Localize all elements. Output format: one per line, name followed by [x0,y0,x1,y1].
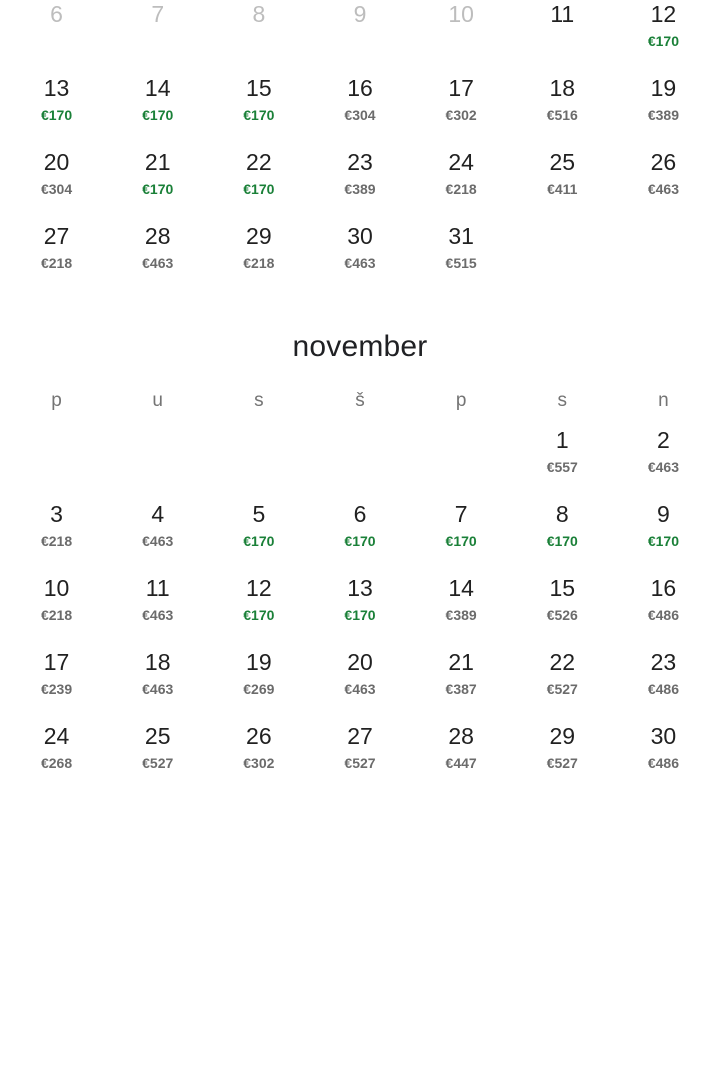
day-cell[interactable] [6,500,107,552]
day-cell[interactable] [309,574,410,626]
day-number: 29 [549,723,576,749]
day-cell[interactable] [512,426,613,478]
day-cell[interactable] [208,648,309,700]
day-price: €218 [243,255,275,271]
day-number: 3 [50,501,63,527]
day-number: 13 [43,75,70,101]
day-number: 28 [448,723,474,749]
day-number: 15 [246,75,272,101]
weekday-label: s [254,390,264,411]
day-price: €516 [546,107,578,123]
day-price: €302 [445,107,477,123]
day-price: €170 [243,607,275,623]
day-price: €527 [546,681,578,697]
day-number: 18 [144,649,171,675]
day-price: €170 [243,533,275,549]
day-price: €170 [647,33,679,49]
week-row [0,722,720,774]
day-price: €170 [142,107,174,123]
day-cell[interactable] [512,722,613,774]
day-price: €557 [546,459,578,475]
day-cell-empty [411,426,512,478]
day-number: 30 [347,223,373,249]
day-cell-empty [309,426,410,478]
day-number: 19 [246,649,272,675]
day-number: 11 [145,575,170,601]
day-cell[interactable] [613,148,714,200]
month-title: november [292,330,428,363]
day-cell[interactable] [613,574,714,626]
day-cell[interactable] [309,222,410,274]
day-cell-empty [208,426,309,478]
day-price: €170 [243,181,275,197]
week-row [0,74,720,126]
weekday-label: u [152,390,163,411]
day-number: 14 [448,575,474,601]
day-price: €170 [647,533,679,549]
day-price: €515 [445,255,477,271]
day-cell[interactable] [309,148,410,200]
weekday-label: n [658,390,669,411]
day-price: €463 [142,607,174,623]
day-cell [309,0,410,52]
day-number: 27 [43,223,70,249]
day-cell[interactable] [411,500,512,552]
day-number: 8 [252,1,266,27]
week-row [0,648,720,700]
day-price: €218 [445,181,477,197]
weekday-label: š [355,390,365,411]
day-number: 26 [246,723,272,749]
day-number: 20 [347,649,373,675]
day-cell[interactable] [309,648,410,700]
day-number: 4 [151,501,165,527]
day-number: 18 [549,75,576,101]
day-cell[interactable] [613,0,714,52]
day-cell[interactable] [107,722,208,774]
day-price: €463 [647,181,679,197]
week-row [0,500,720,552]
day-number: 25 [549,149,576,175]
day-number: 6 [353,501,367,527]
day-cell[interactable] [208,222,309,274]
weekday-label: p [51,390,62,411]
day-number: 11 [550,1,575,27]
day-price: €463 [142,533,174,549]
day-cell[interactable] [512,500,613,552]
day-number: 25 [144,723,171,749]
day-price: €447 [445,755,477,771]
day-number: 8 [555,501,569,527]
day-price: €218 [40,607,73,623]
day-number: 30 [650,723,677,749]
day-number: 22 [246,149,272,175]
day-cell[interactable] [613,500,714,552]
day-cell-empty [107,426,208,478]
weekday-label: s [557,390,568,411]
day-number: 12 [246,575,272,601]
day-number: 10 [448,1,474,27]
day-number: 13 [347,575,373,601]
day-number: 10 [43,575,70,601]
day-price: €389 [344,181,376,197]
day-cell[interactable] [6,648,107,700]
day-number: 7 [151,1,165,27]
day-cell[interactable] [613,648,714,700]
week-row [0,222,720,274]
day-number: 9 [657,501,670,527]
day-cell[interactable] [107,574,208,626]
day-cell[interactable] [107,222,208,274]
week-row [0,148,720,200]
month-block [0,0,720,274]
day-cell[interactable] [309,500,410,552]
day-number: 12 [650,1,677,27]
day-cell[interactable] [6,722,107,774]
day-price: €486 [647,755,679,771]
day-cell [208,0,309,52]
day-price: €170 [445,533,477,549]
day-price: €304 [40,181,73,197]
day-number: 28 [144,223,171,249]
day-number: 17 [448,75,474,101]
day-cell[interactable] [309,74,410,126]
day-number: 24 [43,723,70,749]
day-price: €463 [647,459,679,475]
day-number: 2 [657,427,670,453]
day-cell[interactable] [613,74,714,126]
day-cell[interactable] [208,722,309,774]
day-cell[interactable] [512,648,613,700]
day-cell [6,0,107,52]
day-price: €170 [344,533,376,549]
day-number: 7 [454,501,468,527]
day-price: €302 [243,755,275,771]
day-price: €526 [546,607,578,623]
day-number: 16 [347,75,373,101]
day-price: €486 [647,681,679,697]
week-row [0,0,720,52]
day-number: 15 [549,575,576,601]
day-price: €463 [142,255,174,271]
day-number: 26 [650,149,677,175]
day-price: €463 [142,681,174,697]
day-number: 1 [555,427,569,453]
day-cell[interactable] [6,148,107,200]
day-price: €170 [142,181,174,197]
weekday-label: p [455,390,467,411]
day-cell[interactable] [411,222,512,274]
day-number: 16 [650,575,677,601]
week-row [0,426,720,478]
day-number: 31 [448,223,474,249]
day-number: 29 [246,223,272,249]
day-number: 14 [144,75,171,101]
day-number: 21 [144,149,171,175]
day-price: €269 [243,681,275,697]
day-cell[interactable] [411,74,512,126]
day-price: €411 [547,181,578,197]
day-cell [411,0,512,52]
day-number: 9 [353,1,367,27]
day-cell[interactable] [107,500,208,552]
week-row [0,574,720,626]
day-cell[interactable] [613,426,714,478]
day-cell[interactable] [512,148,613,200]
day-cell[interactable] [411,648,512,700]
day-number: 17 [43,649,70,675]
day-cell-empty [512,222,613,274]
day-cell[interactable] [512,574,613,626]
day-cell[interactable] [6,74,107,126]
week-list [0,0,720,274]
day-number: 19 [650,75,677,101]
month-block [0,296,720,774]
day-cell[interactable] [6,574,107,626]
day-price: €170 [243,107,275,123]
day-price: €304 [344,107,376,123]
day-cell[interactable] [208,74,309,126]
day-price: €170 [344,607,376,623]
day-cell-empty [6,426,107,478]
day-cell [107,0,208,52]
day-cell[interactable] [512,0,613,52]
day-number: 5 [252,501,266,527]
day-price: €170 [40,107,73,123]
day-cell[interactable] [613,722,714,774]
day-cell[interactable] [107,648,208,700]
day-price: €218 [40,533,73,549]
day-number: 24 [448,149,474,175]
day-cell[interactable] [6,222,107,274]
weekday-header [0,390,720,412]
day-number: 20 [43,149,70,175]
day-price: €486 [647,607,679,623]
day-price: €389 [647,107,679,123]
day-number: 21 [448,649,474,675]
day-cell[interactable] [411,148,512,200]
day-cell[interactable] [208,574,309,626]
day-price: €389 [445,607,477,623]
day-cell[interactable] [208,500,309,552]
day-cell[interactable] [107,74,208,126]
day-price: €463 [344,681,376,697]
day-number: 23 [347,149,373,175]
day-number: 6 [50,1,63,27]
day-price: €170 [546,533,578,549]
day-price: €527 [546,755,578,771]
day-cell[interactable] [512,74,613,126]
day-number: 23 [650,649,677,675]
day-cell-empty [613,222,714,274]
day-cell[interactable] [107,148,208,200]
day-number: 22 [549,649,576,675]
day-price: €268 [40,755,73,771]
day-price: €387 [445,681,477,697]
day-number: 27 [347,723,373,749]
day-cell[interactable] [411,574,512,626]
day-price: €527 [344,755,376,771]
day-price: €239 [40,681,73,697]
day-cell[interactable] [309,722,410,774]
week-list [0,426,720,774]
day-price: €527 [142,755,174,771]
day-price: €463 [344,255,376,271]
day-price: €218 [40,255,73,271]
day-cell[interactable] [208,148,309,200]
day-cell[interactable] [411,722,512,774]
